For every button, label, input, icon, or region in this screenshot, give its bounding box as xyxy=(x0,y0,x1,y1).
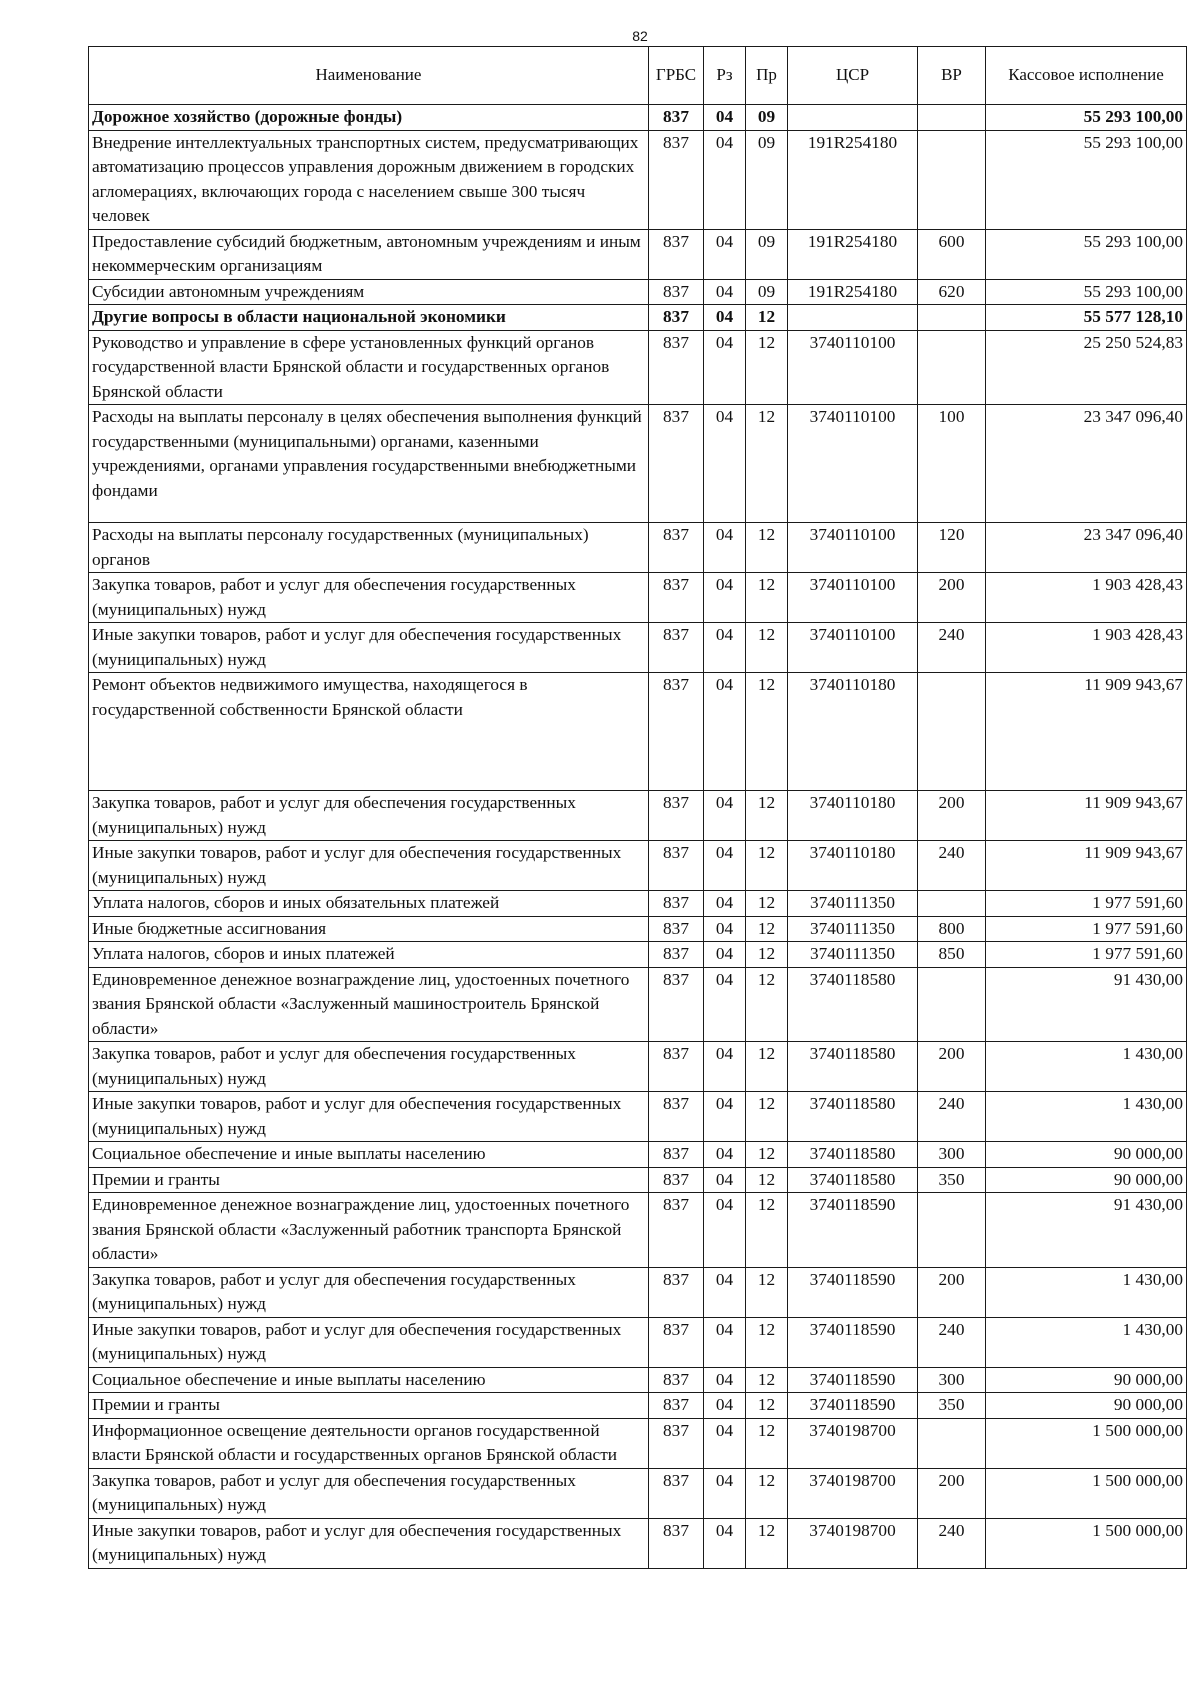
cell-csr: 3740110100 xyxy=(788,405,918,523)
cell-pr: 12 xyxy=(746,1193,788,1268)
table-row xyxy=(89,1367,1187,1393)
cell-csr: 3740111350 xyxy=(788,916,918,942)
cell-sum: 1 430,00 xyxy=(986,1092,1187,1142)
cell-csr: 3740110180 xyxy=(788,673,918,791)
cell-csr: 3740111350 xyxy=(788,891,918,917)
cell-csr: 3740118590 xyxy=(788,1267,918,1317)
cell-pr: 12 xyxy=(746,916,788,942)
cell-pr: 12 xyxy=(746,891,788,917)
cell-vr: 120 xyxy=(918,523,986,573)
cell-sum: 1 977 591,60 xyxy=(986,942,1187,968)
cell-grbs: 837 xyxy=(649,967,704,1042)
cell-rz: 04 xyxy=(704,942,746,968)
table-row xyxy=(89,841,1187,891)
cell-sum: 1 500 000,00 xyxy=(986,1518,1187,1568)
cell-name: Дорожное хозяйство (дорожные фонды) xyxy=(89,105,649,131)
cell-name: Внедрение интеллектуальных транспортных систем, предусматривающих автоматизацию процессов управления дорожным движением в городских агломерациях, включающих города с населением свыше 300 тысяч человек xyxy=(89,130,649,229)
cell-name: Иные закупки товаров, работ и услуг для обеспечения государственных (муниципальных) нужд xyxy=(89,1092,649,1142)
table-row xyxy=(89,1042,1187,1092)
cell-vr: 240 xyxy=(918,1092,986,1142)
cell-sum: 1 500 000,00 xyxy=(986,1468,1187,1518)
table-row xyxy=(89,1193,1187,1268)
cell-pr: 12 xyxy=(746,405,788,523)
cell-grbs: 837 xyxy=(649,791,704,841)
cell-rz: 04 xyxy=(704,1092,746,1142)
cell-rz: 04 xyxy=(704,791,746,841)
table-row xyxy=(89,573,1187,623)
cell-pr: 12 xyxy=(746,1142,788,1168)
cell-csr: 3740118590 xyxy=(788,1317,918,1367)
cell-rz: 04 xyxy=(704,1518,746,1568)
cell-rz: 04 xyxy=(704,1393,746,1419)
cell-pr: 12 xyxy=(746,791,788,841)
cell-pr: 12 xyxy=(746,1092,788,1142)
cell-pr: 09 xyxy=(746,105,788,131)
cell-csr: 3740198700 xyxy=(788,1518,918,1568)
cell-csr: 3740110100 xyxy=(788,573,918,623)
cell-vr xyxy=(918,967,986,1042)
cell-rz: 04 xyxy=(704,523,746,573)
cell-pr: 12 xyxy=(746,1418,788,1468)
cell-vr xyxy=(918,105,986,131)
cell-vr: 100 xyxy=(918,405,986,523)
cell-pr: 12 xyxy=(746,1518,788,1568)
header-name: Наименование xyxy=(89,47,649,105)
cell-name: Ремонт объектов недвижимого имущества, находящегося в государственной собственности Брянской области xyxy=(89,673,649,791)
cell-csr: 3740118580 xyxy=(788,1167,918,1193)
cell-grbs: 837 xyxy=(649,1518,704,1568)
cell-vr: 200 xyxy=(918,1042,986,1092)
cell-pr: 12 xyxy=(746,1267,788,1317)
cell-rz: 04 xyxy=(704,967,746,1042)
cell-vr: 800 xyxy=(918,916,986,942)
cell-sum: 90 000,00 xyxy=(986,1167,1187,1193)
cell-sum: 55 293 100,00 xyxy=(986,229,1187,279)
cell-name: Субсидии автономным учреждениям xyxy=(89,279,649,305)
cell-name: Иные закупки товаров, работ и услуг для обеспечения государственных (муниципальных) нужд xyxy=(89,1518,649,1568)
cell-csr xyxy=(788,305,918,331)
cell-csr: 3740110100 xyxy=(788,523,918,573)
cell-csr: 3740118580 xyxy=(788,1042,918,1092)
table-row xyxy=(89,229,1187,279)
header-vr: ВР xyxy=(918,47,986,105)
cell-name: Расходы на выплаты персоналу государственных (муниципальных) органов xyxy=(89,523,649,573)
cell-grbs: 837 xyxy=(649,1468,704,1518)
cell-rz: 04 xyxy=(704,1317,746,1367)
cell-csr: 3740198700 xyxy=(788,1468,918,1518)
cell-grbs: 837 xyxy=(649,673,704,791)
cell-name: Премии и гранты xyxy=(89,1393,649,1419)
cell-grbs: 837 xyxy=(649,330,704,405)
cell-rz: 04 xyxy=(704,1042,746,1092)
cell-pr: 12 xyxy=(746,1367,788,1393)
cell-vr xyxy=(918,891,986,917)
cell-sum: 1 430,00 xyxy=(986,1317,1187,1367)
cell-rz: 04 xyxy=(704,1167,746,1193)
cell-grbs: 837 xyxy=(649,279,704,305)
cell-pr: 12 xyxy=(746,305,788,331)
cell-name: Информационное освещение деятельности органов государственной власти Брянской области и государственных органов Брянской области xyxy=(89,1418,649,1468)
cell-csr: 3740118580 xyxy=(788,1142,918,1168)
cell-vr xyxy=(918,305,986,331)
cell-name: Единовременное денежное вознаграждение лиц, удостоенных почетного звания Брянской области «Заслуженный машиностроитель Брянской области» xyxy=(89,967,649,1042)
cell-grbs: 837 xyxy=(649,1092,704,1142)
cell-vr xyxy=(918,673,986,791)
table-row xyxy=(89,1267,1187,1317)
cell-grbs: 837 xyxy=(649,942,704,968)
cell-csr: 3740198700 xyxy=(788,1418,918,1468)
table-row xyxy=(89,130,1187,229)
cell-rz: 04 xyxy=(704,623,746,673)
cell-name: Расходы на выплаты персоналу в целях обеспечения выполнения функций государственными (муниципальными) органами, казенными учреждениями, органами управления государственными внебюджетными фондами xyxy=(89,405,649,523)
cell-csr: 191R254180 xyxy=(788,130,918,229)
cell-rz: 04 xyxy=(704,305,746,331)
cell-name: Единовременное денежное вознаграждение лиц, удостоенных почетного звания Брянской области «Заслуженный работник транспорта Брянской области» xyxy=(89,1193,649,1268)
cell-vr: 200 xyxy=(918,791,986,841)
cell-csr: 3740110180 xyxy=(788,841,918,891)
cell-grbs: 837 xyxy=(649,916,704,942)
table-row xyxy=(89,1468,1187,1518)
cell-csr: 3740118580 xyxy=(788,1092,918,1142)
cell-name: Закупка товаров, работ и услуг для обеспечения государственных (муниципальных) нужд xyxy=(89,1042,649,1092)
cell-name: Уплата налогов, сборов и иных обязательных платежей xyxy=(89,891,649,917)
cell-name: Уплата налогов, сборов и иных платежей xyxy=(89,942,649,968)
table-row xyxy=(89,1393,1187,1419)
cell-vr: 240 xyxy=(918,1317,986,1367)
table-row xyxy=(89,1167,1187,1193)
table-row xyxy=(89,673,1187,791)
cell-csr: 3740118590 xyxy=(788,1193,918,1268)
cell-sum: 1 903 428,43 xyxy=(986,623,1187,673)
cell-grbs: 837 xyxy=(649,1042,704,1092)
cell-pr: 12 xyxy=(746,573,788,623)
cell-sum: 90 000,00 xyxy=(986,1393,1187,1419)
cell-grbs: 837 xyxy=(649,1142,704,1168)
cell-rz: 04 xyxy=(704,673,746,791)
cell-vr: 300 xyxy=(918,1142,986,1168)
cell-rz: 04 xyxy=(704,330,746,405)
cell-rz: 04 xyxy=(704,841,746,891)
header-rz: Рз xyxy=(704,47,746,105)
cell-vr xyxy=(918,1418,986,1468)
cell-vr: 350 xyxy=(918,1167,986,1193)
cell-rz: 04 xyxy=(704,405,746,523)
page-number: 82 xyxy=(632,28,648,44)
table-row xyxy=(89,1418,1187,1468)
table-body xyxy=(89,105,1187,1569)
cell-name: Руководство и управление в сфере установленных функций органов государственной власти Брянской области и государственных органов Брянской области xyxy=(89,330,649,405)
cell-sum: 11 909 943,67 xyxy=(986,841,1187,891)
cell-vr: 240 xyxy=(918,623,986,673)
cell-sum: 1 903 428,43 xyxy=(986,573,1187,623)
cell-sum: 25 250 524,83 xyxy=(986,330,1187,405)
cell-name: Закупка товаров, работ и услуг для обеспечения государственных (муниципальных) нужд xyxy=(89,791,649,841)
cell-name: Закупка товаров, работ и услуг для обеспечения государственных (муниципальных) нужд xyxy=(89,1468,649,1518)
cell-sum: 1 430,00 xyxy=(986,1042,1187,1092)
cell-rz: 04 xyxy=(704,279,746,305)
cell-sum: 91 430,00 xyxy=(986,1193,1187,1268)
cell-rz: 04 xyxy=(704,1418,746,1468)
cell-grbs: 837 xyxy=(649,130,704,229)
cell-grbs: 837 xyxy=(649,305,704,331)
budget-execution-table xyxy=(88,46,1187,1569)
cell-grbs: 837 xyxy=(649,1418,704,1468)
cell-sum: 11 909 943,67 xyxy=(986,673,1187,791)
cell-sum: 55 293 100,00 xyxy=(986,105,1187,131)
cell-name: Иные закупки товаров, работ и услуг для обеспечения государственных (муниципальных) нужд xyxy=(89,623,649,673)
cell-vr: 240 xyxy=(918,1518,986,1568)
cell-grbs: 837 xyxy=(649,1167,704,1193)
cell-name: Закупка товаров, работ и услуг для обеспечения государственных (муниципальных) нужд xyxy=(89,1267,649,1317)
cell-name: Социальное обеспечение и иные выплаты населению xyxy=(89,1367,649,1393)
cell-sum: 1 500 000,00 xyxy=(986,1418,1187,1468)
cell-grbs: 837 xyxy=(649,891,704,917)
cell-rz: 04 xyxy=(704,1193,746,1268)
cell-pr: 12 xyxy=(746,1317,788,1367)
cell-csr: 3740118590 xyxy=(788,1367,918,1393)
cell-csr: 3740111350 xyxy=(788,942,918,968)
table-row xyxy=(89,1142,1187,1168)
cell-pr: 12 xyxy=(746,1468,788,1518)
cell-pr: 12 xyxy=(746,942,788,968)
header-sum: Кассовое исполнение xyxy=(986,47,1187,105)
cell-rz: 04 xyxy=(704,891,746,917)
cell-vr: 620 xyxy=(918,279,986,305)
table-row xyxy=(89,330,1187,405)
table-row xyxy=(89,916,1187,942)
cell-rz: 04 xyxy=(704,1142,746,1168)
cell-grbs: 837 xyxy=(649,1317,704,1367)
cell-vr: 850 xyxy=(918,942,986,968)
cell-sum: 55 293 100,00 xyxy=(986,279,1187,305)
cell-name: Предоставление субсидий бюджетным, автономным учреждениям и иным некоммерческим организациям xyxy=(89,229,649,279)
cell-csr xyxy=(788,105,918,131)
table-row xyxy=(89,967,1187,1042)
cell-rz: 04 xyxy=(704,130,746,229)
table-row xyxy=(89,105,1187,131)
header-csr: ЦСР xyxy=(788,47,918,105)
cell-grbs: 837 xyxy=(649,523,704,573)
cell-csr: 3740110100 xyxy=(788,623,918,673)
cell-grbs: 837 xyxy=(649,1367,704,1393)
cell-vr: 600 xyxy=(918,229,986,279)
cell-grbs: 837 xyxy=(649,573,704,623)
cell-grbs: 837 xyxy=(649,1193,704,1268)
cell-pr: 12 xyxy=(746,673,788,791)
cell-vr xyxy=(918,330,986,405)
cell-pr: 12 xyxy=(746,1393,788,1419)
cell-pr: 12 xyxy=(746,623,788,673)
table-row xyxy=(89,1518,1187,1568)
table-row xyxy=(89,523,1187,573)
cell-name: Иные бюджетные ассигнования xyxy=(89,916,649,942)
cell-csr: 3740118590 xyxy=(788,1393,918,1419)
cell-rz: 04 xyxy=(704,916,746,942)
cell-pr: 12 xyxy=(746,967,788,1042)
table-row xyxy=(89,1092,1187,1142)
table-row xyxy=(89,891,1187,917)
cell-grbs: 837 xyxy=(649,105,704,131)
cell-sum: 90 000,00 xyxy=(986,1142,1187,1168)
cell-pr: 12 xyxy=(746,1042,788,1092)
cell-rz: 04 xyxy=(704,105,746,131)
cell-grbs: 837 xyxy=(649,405,704,523)
cell-sum: 55 577 128,10 xyxy=(986,305,1187,331)
cell-sum: 55 293 100,00 xyxy=(986,130,1187,229)
cell-name: Социальное обеспечение и иные выплаты населению xyxy=(89,1142,649,1168)
cell-csr: 3740110180 xyxy=(788,791,918,841)
cell-grbs: 837 xyxy=(649,841,704,891)
cell-grbs: 837 xyxy=(649,623,704,673)
cell-sum: 23 347 096,40 xyxy=(986,523,1187,573)
cell-sum: 1 977 591,60 xyxy=(986,916,1187,942)
cell-grbs: 837 xyxy=(649,229,704,279)
cell-sum: 11 909 943,67 xyxy=(986,791,1187,841)
cell-csr: 191R254180 xyxy=(788,279,918,305)
cell-vr: 200 xyxy=(918,1468,986,1518)
cell-vr: 240 xyxy=(918,841,986,891)
cell-grbs: 837 xyxy=(649,1393,704,1419)
cell-sum: 23 347 096,40 xyxy=(986,405,1187,523)
header-grbs: ГРБС xyxy=(649,47,704,105)
cell-vr: 200 xyxy=(918,1267,986,1317)
cell-rz: 04 xyxy=(704,573,746,623)
cell-rz: 04 xyxy=(704,229,746,279)
cell-vr: 300 xyxy=(918,1367,986,1393)
cell-name: Другие вопросы в области национальной экономики xyxy=(89,305,649,331)
cell-sum: 1 430,00 xyxy=(986,1267,1187,1317)
cell-vr xyxy=(918,1193,986,1268)
cell-pr: 09 xyxy=(746,229,788,279)
cell-sum: 91 430,00 xyxy=(986,967,1187,1042)
cell-pr: 09 xyxy=(746,279,788,305)
cell-grbs: 837 xyxy=(649,1267,704,1317)
table-row xyxy=(89,279,1187,305)
cell-name: Премии и гранты xyxy=(89,1167,649,1193)
table-row xyxy=(89,791,1187,841)
cell-csr: 3740118580 xyxy=(788,967,918,1042)
cell-name: Иные закупки товаров, работ и услуг для обеспечения государственных (муниципальных) нужд xyxy=(89,1317,649,1367)
cell-pr: 12 xyxy=(746,841,788,891)
table-row xyxy=(89,623,1187,673)
cell-rz: 04 xyxy=(704,1367,746,1393)
table-row xyxy=(89,942,1187,968)
cell-name: Закупка товаров, работ и услуг для обеспечения государственных (муниципальных) нужд xyxy=(89,573,649,623)
table-header-row xyxy=(89,47,1187,105)
cell-vr: 200 xyxy=(918,573,986,623)
header-pr: Пр xyxy=(746,47,788,105)
cell-vr: 350 xyxy=(918,1393,986,1419)
cell-sum: 1 977 591,60 xyxy=(986,891,1187,917)
cell-vr xyxy=(918,130,986,229)
cell-csr: 3740110100 xyxy=(788,330,918,405)
cell-pr: 12 xyxy=(746,523,788,573)
cell-csr: 191R254180 xyxy=(788,229,918,279)
cell-pr: 12 xyxy=(746,1167,788,1193)
table-row xyxy=(89,405,1187,523)
table-row xyxy=(89,305,1187,331)
cell-name: Иные закупки товаров, работ и услуг для обеспечения государственных (муниципальных) нужд xyxy=(89,841,649,891)
cell-rz: 04 xyxy=(704,1468,746,1518)
cell-pr: 12 xyxy=(746,330,788,405)
cell-pr: 09 xyxy=(746,130,788,229)
cell-rz: 04 xyxy=(704,1267,746,1317)
table-row xyxy=(89,1317,1187,1367)
cell-sum: 90 000,00 xyxy=(986,1367,1187,1393)
